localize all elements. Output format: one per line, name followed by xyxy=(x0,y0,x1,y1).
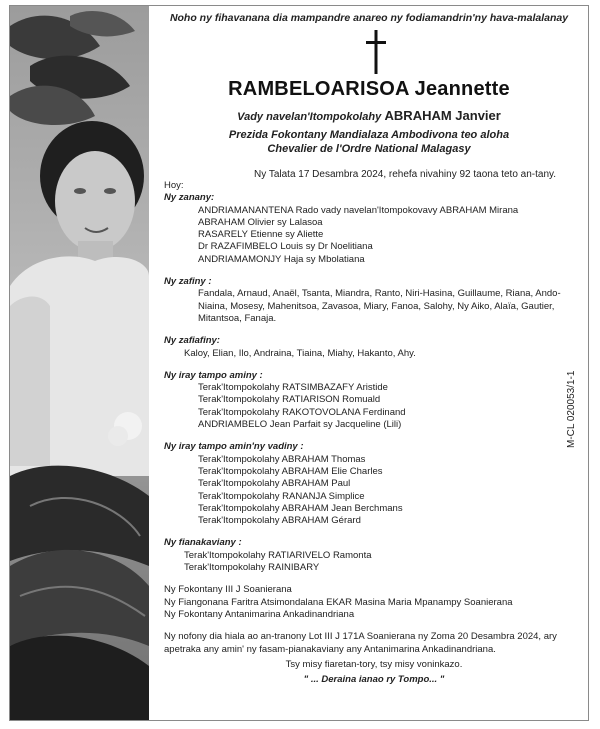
institution-item: Ny Fokontany III J Soanierana xyxy=(164,584,292,596)
list-item: Terak'Itompokolahy RAKOTOVOLANA Ferdinand xyxy=(198,406,406,418)
grandchildren-list: Fandala, Arnaud, Anaël, Tsanta, Miandra, Ranto, Niri-Hasina, Guillaume, Riana, Ando-Niaina, Mosesy, Mahenitsoa, Zavasoa, Miary, Fanoa, Salohy, Ny Aiko, Alaïa, Gautier, Mitantsoa, Fanaja. xyxy=(198,288,561,324)
section-title-iray-tampo-aminy: Ny iray tampo aminy : xyxy=(164,369,263,381)
list-item: ABRAHAM Olivier sy Lalasoa xyxy=(198,216,323,228)
section-title-zanany: Ny zanany: xyxy=(164,192,215,204)
obituary-text xyxy=(150,6,588,720)
list-item: Dr RAZAFIMBELO Louis sy Dr Noelitiana xyxy=(198,241,373,253)
deceased-name: RAMBELOARISOA Jeannette xyxy=(228,78,510,100)
portrait-photo xyxy=(10,6,149,720)
spouse-line xyxy=(150,108,588,123)
list-item: Terak'Itompokolahy RAINIBARY xyxy=(184,562,320,574)
family-list xyxy=(164,180,584,686)
funeral-details: Ny nofony dia hiala ao an-tranony Lot III J 171A Soanierana ny Zoma 20 Desambra 2024, ary apetraka any amin' ny fasam-pianakaviany any Antanimarina Ankadinandriana. xyxy=(164,631,557,655)
list-item: ANDRIAMBELO Jean Parfait sy Jacqueline (Lili) xyxy=(198,419,402,431)
list-item: Terak'Itompokolahy ABRAHAM Gérard xyxy=(198,515,361,527)
list-item: Terak'Itompokolahy ABRAHAM Jean Berchmans xyxy=(198,502,403,514)
spouse-name: ABRAHAM Janvier xyxy=(384,108,501,123)
list-item: Terak'Itompokolahy RATIARISON Romuald xyxy=(198,394,381,406)
hoy-label: Hoy: xyxy=(164,180,184,191)
institution-item: Ny Fokontany Antanimarina Ankadinandriana xyxy=(164,608,355,620)
cross-icon xyxy=(366,30,386,74)
section-title-zafiny: Ny zafiny : xyxy=(164,276,212,288)
obituary-frame xyxy=(9,5,589,721)
list-item: ANDRIAMAMONJY Haja sy Mbolatiana xyxy=(198,253,365,265)
closing-quote: " ... Deraina ianao ry Tompo... " xyxy=(303,674,445,686)
great-grandchildren-list: Kaloy, Elian, Ilo, Andraina, Tiaina, Miahy, Hakanto, Ahy. xyxy=(184,347,416,359)
portrait-illustration xyxy=(10,6,149,720)
section-title-iray-tampo-vadiny: Ny iray tampo amin'ny vadiny : xyxy=(164,441,304,453)
list-item: Terak'Itompokolahy RATSIMBAZAFY Aristide xyxy=(198,382,388,394)
section-title-fianakaviany: Ny fianakaviany : xyxy=(164,537,242,549)
spouse-prefix: Vady navelan'Itompokolahy xyxy=(237,111,382,123)
date-line: Ny Talata 17 Desambra 2024, rehefa nivahiny 92 taona teto an-tany. xyxy=(254,169,557,180)
header-line: Noho ny fihavanana dia mampandre anareo ny fodiamandrin'ny hava-malalanay xyxy=(169,12,569,24)
section-title-zafiafiny: Ny zafiafiny: xyxy=(164,335,220,347)
list-item: RASARELY Etienne sy Aliette xyxy=(198,229,324,241)
list-item: ANDRIAMANANTENA Rado vady navelan'Itompokovavy ABRAHAM Mirana xyxy=(198,204,519,216)
title-line-2: Chevalier de l'Ordre National Malagasy xyxy=(267,143,471,155)
list-item: Terak'Itompokolahy ABRAHAM Elie Charles xyxy=(198,465,383,477)
no-flowers-note: Tsy misy fiaretan-tory, tsy misy voninkazo. xyxy=(285,658,463,670)
list-item: Terak'Itompokolahy ABRAHAM Paul xyxy=(198,478,351,490)
list-item: Terak'Itompokolahy ABRAHAM Thomas xyxy=(198,453,366,465)
reference-code: M-CL 020053/1-1 xyxy=(566,370,577,448)
title-line-1: Prezida Fokontany Mandialaza Ambodivona teo aloha xyxy=(228,129,510,141)
list-item: Terak'Itompokolahy RATIARIVELO Ramonta xyxy=(184,549,372,561)
list-item: Terak'Itompokolahy RANANJA Simplice xyxy=(198,490,365,502)
institution-item: Ny Fiangonana Faritra Atsimondalana EKAR Masina Maria Mpanampy Soanierana xyxy=(164,596,513,608)
